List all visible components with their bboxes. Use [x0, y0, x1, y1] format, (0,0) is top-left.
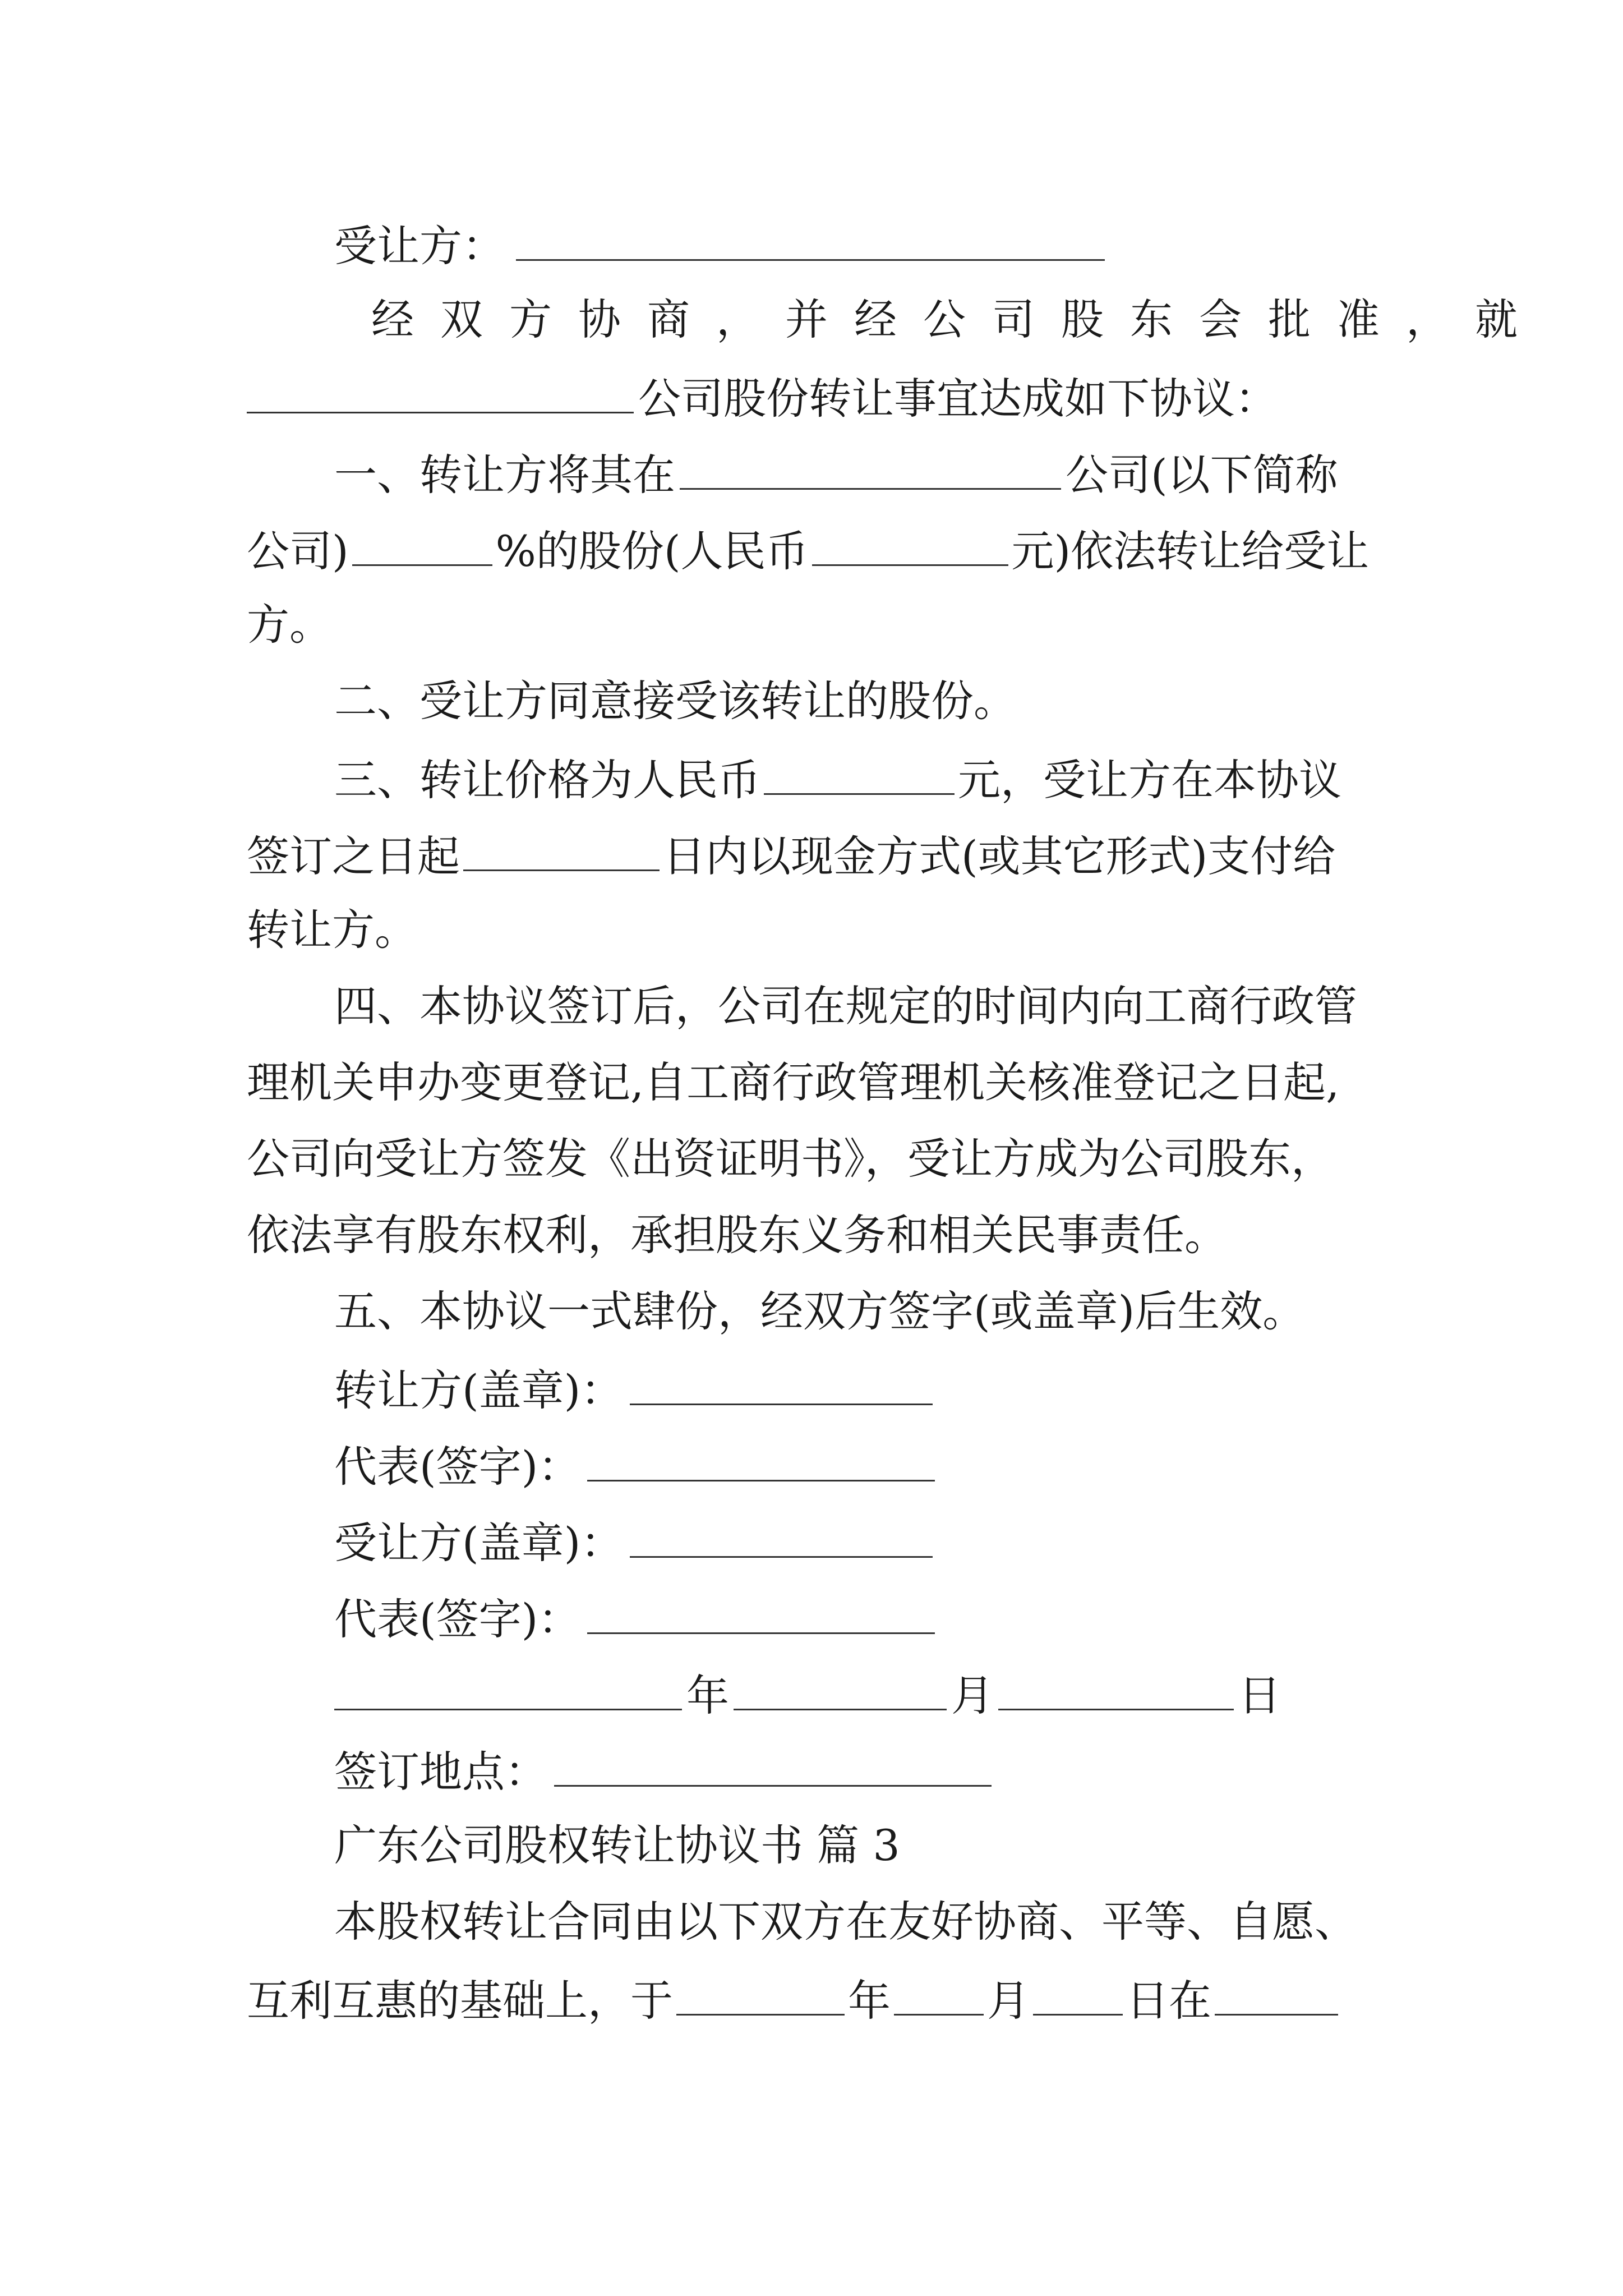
signature-transferor — [334, 1360, 933, 1416]
place-blank[interactable] — [554, 1741, 992, 1787]
clause-4-line-4: 依法享有股东权利，承担股东义务和相关民事责任。 — [247, 1210, 1227, 1260]
clause-3-line-1 — [334, 749, 1341, 806]
signature-rep-2 — [334, 1589, 935, 1645]
part-3-text-b: 互利互惠的基础上，于 — [247, 1976, 673, 2026]
price-blank[interactable] — [764, 749, 955, 795]
company-name-blank[interactable] — [247, 368, 634, 413]
clause-3-text-b: 元，受让方在本协议 — [958, 755, 1341, 805]
clause-1-line-2 — [247, 521, 1369, 577]
date-line — [334, 1665, 1281, 1721]
day-label: 日 — [1238, 1671, 1281, 1720]
clause-4-line-2: 理机关申办变更登记,自工商行政管理机关核准登记之日起, — [247, 1057, 1340, 1107]
rep-1-blank[interactable] — [587, 1436, 935, 1481]
company-blank[interactable] — [680, 444, 1061, 490]
signature-receiver — [334, 1512, 933, 1568]
amount-blank[interactable] — [812, 521, 1008, 566]
clause-1-text-e: 元)依法转让给受让 — [1011, 526, 1370, 576]
place-line — [334, 1741, 992, 1797]
part-3-year-label: 年 — [848, 1976, 891, 2026]
part-3-line-1: 本股权转让合同由以下双方在友好协商、平等、自愿、 — [334, 1897, 1357, 1947]
year-label: 年 — [686, 1671, 729, 1720]
clause-3-line-3: 转让方。 — [247, 905, 417, 955]
part-3-line-2 — [247, 1970, 1338, 2026]
receiver-label: 受让方： — [334, 221, 505, 271]
preamble-text-2: 公司股份转让事宜达成如下协议： — [638, 374, 1278, 424]
p3-year-blank[interactable] — [676, 1970, 845, 2016]
rep-1-label: 代表(签字)： — [334, 1442, 581, 1492]
p3-day-blank[interactable] — [1033, 1970, 1123, 2016]
part-3-month-label: 月 — [987, 1976, 1030, 2026]
clause-1-text-d: %的股份(人民币 — [495, 526, 809, 576]
preamble-line-2 — [247, 368, 1278, 424]
clause-4-line-1: 四、本协议签订后，公司在规定的时间内向工商行政管 — [334, 981, 1357, 1031]
rep-2-blank[interactable] — [587, 1589, 935, 1634]
section-title: 广东公司股权转让协议书 篇 3 — [334, 1820, 900, 1870]
month-label: 月 — [951, 1671, 994, 1720]
clause-5: 五、本协议一式肆份，经双方签字(或盖章)后生效。 — [334, 1286, 1306, 1336]
month-blank[interactable] — [734, 1665, 947, 1710]
day-blank[interactable] — [998, 1665, 1234, 1710]
percent-blank[interactable] — [352, 521, 492, 566]
receiver-blank[interactable] — [516, 215, 1105, 261]
receiver-seal-blank[interactable] — [630, 1512, 933, 1558]
receiver-seal-label: 受让方(盖章)： — [334, 1518, 624, 1568]
rep-2-label: 代表(签字)： — [334, 1594, 581, 1644]
p3-month-blank[interactable] — [894, 1970, 984, 2016]
part-3-text-e: 日在 — [1126, 1976, 1211, 2026]
clause-3-text-d: 日内以现金方式(或其它形式)支付给 — [663, 831, 1336, 881]
clause-1-text-c: 公司) — [247, 526, 349, 576]
clause-1-text-b: 公司(以下简称 — [1066, 450, 1338, 500]
clause-3-line-2 — [247, 826, 1335, 882]
year-blank[interactable] — [334, 1665, 682, 1710]
receiver-line — [334, 215, 1105, 272]
transferor-seal-blank[interactable] — [630, 1360, 933, 1405]
place-label: 签订地点： — [334, 1747, 547, 1797]
clause-1-text-a: 一、转让方将其在 — [334, 450, 675, 500]
p3-place-blank[interactable] — [1215, 1970, 1338, 2016]
clause-3-text-a: 三、转让价格为人民币 — [334, 755, 760, 805]
days-blank[interactable] — [463, 826, 660, 871]
transferor-seal-label: 转让方(盖章)： — [334, 1365, 624, 1415]
signature-rep-1 — [334, 1436, 935, 1492]
clause-1-line-3: 方。 — [247, 600, 332, 650]
clause-4-line-3: 公司向受让方签发《出资证明书》，受让方成为公司股东， — [247, 1134, 1334, 1184]
clause-3-text-c: 签订之日起 — [247, 831, 460, 881]
preamble-line-1: 经双方协商，并经公司股东会批准，就 — [371, 295, 1544, 344]
clause-2: 二、受让方同意接受该转让的股份。 — [334, 676, 1016, 726]
clause-1-line-1 — [334, 444, 1338, 500]
